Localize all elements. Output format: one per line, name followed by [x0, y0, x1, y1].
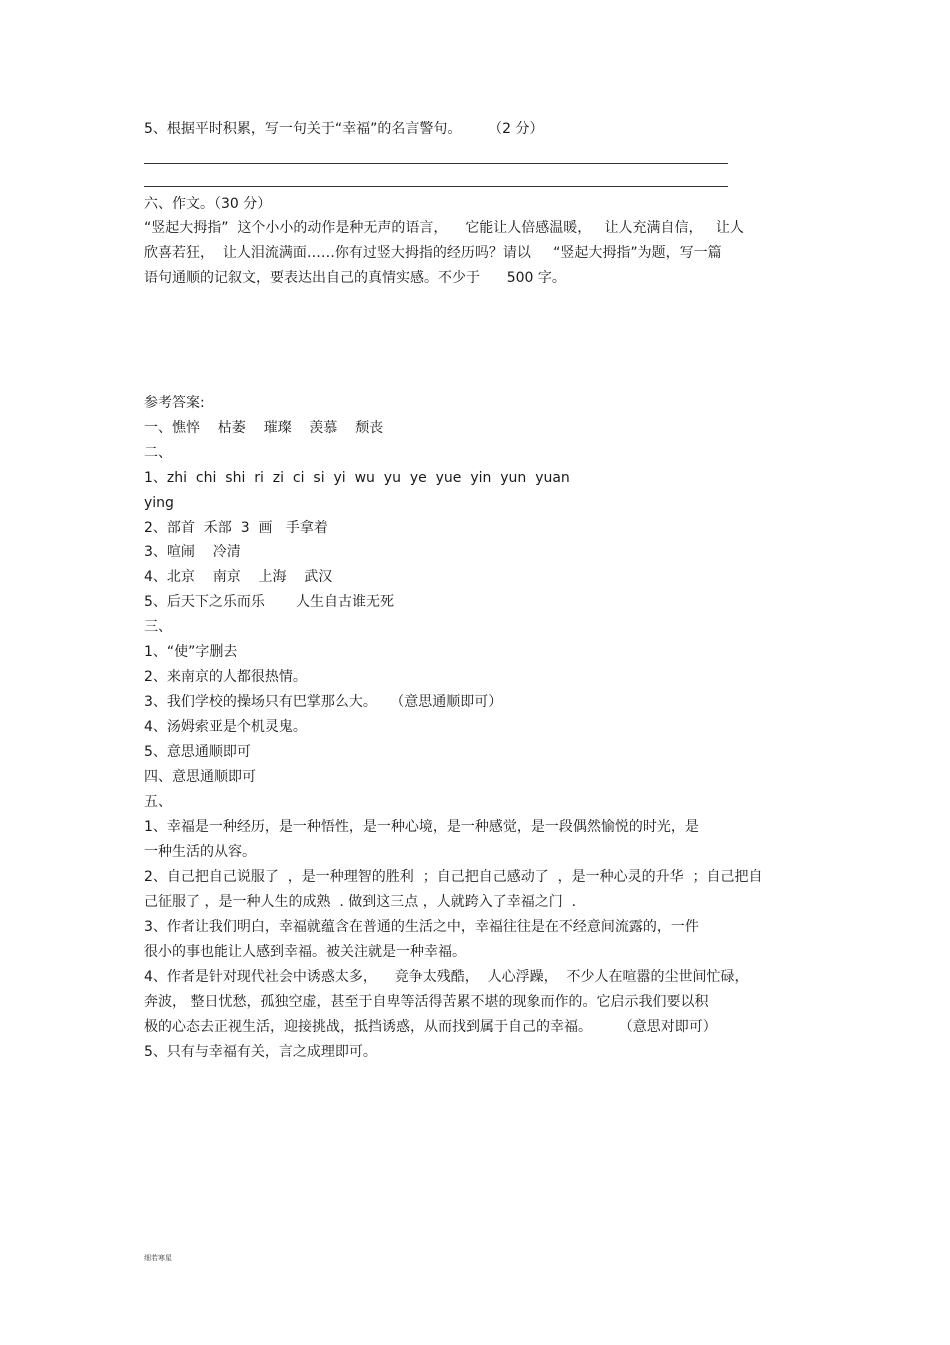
answer-line: 3、我们学校的操场只有巴掌那么大。 （意思通顺即可）	[144, 694, 503, 710]
answer-line: 5、后天下之乐而乐 人生自古谁无死	[144, 594, 395, 610]
answer-line: 2、来南京的人都很热情。	[144, 669, 307, 685]
composition-line-1: “竖起大拇指” 这个小小的动作是种无声的语言， 它能让人倍感温暖， 让人充满自信， 让人	[144, 220, 744, 236]
answer-line: 3、作者让我们明白，幸福就蕴含在普通的生活之中，幸福往往是在不经意间流露的，一件	[144, 919, 699, 935]
answer-line-1	[144, 163, 728, 164]
answer-line: 2、部首 禾部 3 画 手拿着	[144, 520, 328, 536]
answer-line: 1、zhi chi shi ri zi ci si yi wu yu ye yue yin yun yuan	[144, 470, 570, 486]
answer-line: 一种生活的从容。	[144, 844, 256, 860]
answer-line: 3、喧闹 冷清	[144, 544, 241, 560]
answer-line: 1、“使”字删去	[144, 644, 238, 660]
answer-line: 4、北京 南京 上海 武汉	[144, 569, 333, 585]
answer-line: 四、意思通顺即可	[144, 769, 256, 785]
answer-line: 奔波， 整日忧愁，孤独空虚，甚至于自卑等活得苦累不堪的现象而作的。它启示我们要以积	[144, 994, 709, 1010]
answer-line: 5、只有与幸福有关，言之成理即可。	[144, 1044, 377, 1060]
answers-heading: 参考答案:	[144, 395, 205, 411]
answer-line: 2、自己把自己说服了 ，是一种理智的胜利 ；自己把自己感动了 ，是一种心灵的升华 ；自己把自	[144, 869, 763, 885]
answer-line: 4、作者是针对现代社会中诱惑太多， 竞争太残酷， 人心浮躁， 不少人在喧嚣的尘世间忙碌，	[144, 969, 749, 985]
composition-line-3: 语句通顺的记叙文，要表达出自己的真情实感。不少于 500 字。	[144, 270, 566, 286]
composition-heading: 六、作文。（30 分）	[144, 196, 272, 212]
answer-line: 己征服了 ，是一种人生的成熟 . 做到这三点 ，人就跨入了幸福之门 .	[144, 894, 577, 910]
answer-line: ying	[144, 495, 174, 511]
answer-line: 1、幸福是一种经历，是一种悟性，是一种心境，是一种感觉，是一段偶然愉悦的时光，是	[144, 819, 699, 835]
answer-line: 4、汤姆索亚是个机灵鬼。	[144, 719, 307, 735]
answer-line: 5、意思通顺即可	[144, 744, 251, 760]
page-footer: 细若寒星	[144, 1254, 172, 1262]
answer-line: 三、	[144, 619, 172, 635]
composition-line-2: 欣喜若狂， 让人泪流满面……你有过竖大拇指的经历吗？请以 “竖起大拇指”为题，写一篇	[144, 245, 722, 261]
answer-line: 五、	[144, 794, 172, 810]
answer-line: 一、憔悴 枯萎 璀璨 羡慕 颓丧	[144, 420, 384, 436]
answer-line: 极的心态去正视生活，迎接挑战，抵挡诱惑，从而找到属于自己的幸福。 （意思对即可）	[144, 1019, 717, 1035]
answer-line: 二、	[144, 445, 172, 461]
question-5: 5、根据平时积累，写一句关于“幸福”的名言警句。 （2 分）	[144, 121, 544, 137]
answer-line-2	[144, 186, 728, 187]
answer-line: 很小的事也能让人感到幸福。被关注就是一种幸福。	[144, 944, 466, 960]
